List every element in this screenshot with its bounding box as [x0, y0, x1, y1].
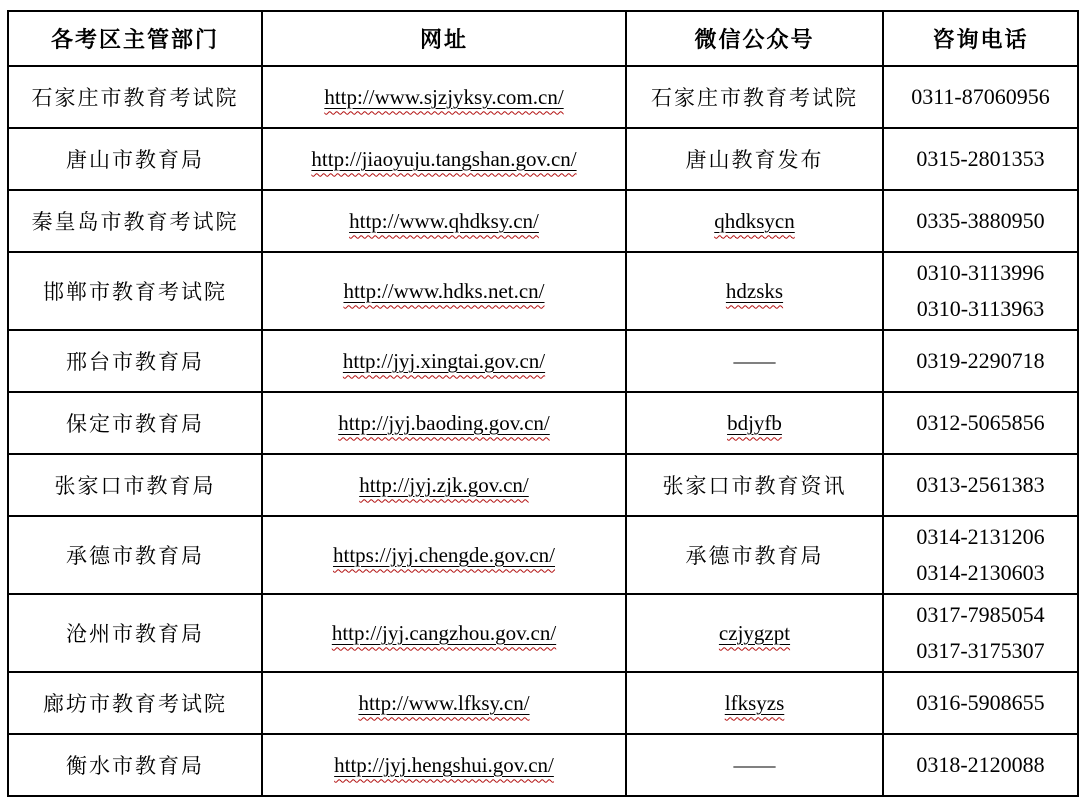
- website-link[interactable]: [359, 473, 529, 497]
- table-row: [8, 594, 1078, 672]
- table-body: [8, 66, 1078, 796]
- wechat-name-text: 唐山教育发布: [685, 148, 824, 172]
- wechat-cell: [626, 516, 883, 594]
- header-wechat-account: 微信公众号: [626, 11, 883, 66]
- phone-cell: [883, 392, 1078, 454]
- website-cell: [262, 454, 626, 516]
- header-website: 网址: [262, 11, 626, 66]
- department-cell: 石家庄市教育考试院: [8, 66, 262, 128]
- website-url-text: http://www.lfksy.cn/: [358, 690, 530, 715]
- phone-number: 0318-2120088: [916, 752, 1045, 777]
- phone-cell: [883, 66, 1078, 128]
- website-link[interactable]: [343, 349, 545, 373]
- wechat-cell: [626, 672, 883, 734]
- website-link[interactable]: [332, 621, 556, 645]
- phone-cell: [883, 734, 1078, 796]
- website-url-text: http://jyj.baoding.gov.cn/: [338, 410, 550, 435]
- header-department: 各考区主管部门: [8, 11, 262, 66]
- website-cell: [262, 392, 626, 454]
- phone-number: 0310-3113996: [916, 260, 1045, 285]
- website-url-text: http://www.sjzjyksy.com.cn/: [324, 84, 564, 109]
- department-cell: 邯郸市教育考试院: [8, 252, 262, 330]
- phone-cell: [883, 330, 1078, 392]
- wechat-id-link[interactable]: [725, 691, 785, 715]
- wechat-cell: [626, 128, 883, 190]
- wechat-cell: [626, 190, 883, 252]
- table-row: [8, 516, 1078, 594]
- phone-cell: [883, 190, 1078, 252]
- wechat-id-link[interactable]: [727, 411, 782, 435]
- wechat-id-link[interactable]: [714, 209, 795, 233]
- table-row: [8, 330, 1078, 392]
- wechat-id-text: czjygzpt: [718, 620, 791, 645]
- phone-number: 0315-2801353: [916, 146, 1045, 171]
- wechat-cell: [626, 330, 883, 392]
- website-cell: [262, 190, 626, 252]
- website-cell: [262, 672, 626, 734]
- website-link[interactable]: [338, 411, 550, 435]
- website-link[interactable]: [343, 279, 544, 303]
- wechat-id-link[interactable]: [719, 621, 790, 645]
- website-cell: [262, 66, 626, 128]
- table-row: [8, 734, 1078, 796]
- wechat-id-text: hdzsks: [725, 278, 784, 303]
- website-cell: [262, 128, 626, 190]
- exam-area-contact-table: [7, 10, 1079, 797]
- table-row: [8, 672, 1078, 734]
- table-row: [8, 128, 1078, 190]
- department-cell: 保定市教育局: [8, 392, 262, 454]
- website-cell: [262, 594, 626, 672]
- website-link[interactable]: [349, 209, 539, 233]
- phone-number: 0310-3113963: [916, 296, 1045, 321]
- website-url-text: http://jyj.hengshui.gov.cn/: [334, 752, 554, 777]
- website-url-text: http://jyj.cangzhou.gov.cn/: [331, 620, 557, 645]
- phone-number: 0311-87060956: [911, 84, 1050, 109]
- website-url-text: https://jyj.chengde.gov.cn/: [332, 542, 556, 567]
- department-cell: 衡水市教育局: [8, 734, 262, 796]
- phone-cell: [883, 454, 1078, 516]
- wechat-cell: [626, 252, 883, 330]
- header-row: [8, 11, 1078, 66]
- phone-number: 0316-5908655: [916, 690, 1045, 715]
- website-link[interactable]: [358, 691, 529, 715]
- table-row: [8, 454, 1078, 516]
- header-phone: 咨询电话: [883, 11, 1078, 66]
- wechat-id-text: qhdksycn: [714, 208, 795, 233]
- phone-cell: [883, 672, 1078, 734]
- wechat-id-text: lfksyzs: [724, 690, 785, 715]
- website-url-text: http://jyj.xingtai.gov.cn/: [342, 348, 546, 373]
- phone-number: 0319-2290718: [916, 348, 1045, 373]
- wechat-name-text: 石家庄市教育考试院: [651, 86, 858, 110]
- table-row: [8, 392, 1078, 454]
- table-row: [8, 190, 1078, 252]
- table-row: [8, 252, 1078, 330]
- department-cell: 廊坊市教育考试院: [8, 672, 262, 734]
- wechat-cell: [626, 66, 883, 128]
- website-url-text: http://www.qhdksy.cn/: [349, 208, 539, 233]
- wechat-cell: [626, 734, 883, 796]
- department-cell: 承德市教育局: [8, 516, 262, 594]
- wechat-name-text: 张家口市教育资讯: [662, 474, 847, 498]
- wechat-id-text: bdjyfb: [727, 410, 782, 435]
- website-url-text: http://www.hdks.net.cn/: [343, 278, 545, 303]
- department-cell: 邢台市教育局: [8, 330, 262, 392]
- department-cell: 沧州市教育局: [8, 594, 262, 672]
- department-cell: 张家口市教育局: [8, 454, 262, 516]
- phone-number: 0314-2131206: [916, 524, 1045, 549]
- phone-number: 0312-5065856: [916, 410, 1045, 435]
- wechat-name-text: 承德市教育局: [685, 544, 824, 568]
- website-link[interactable]: [334, 753, 554, 777]
- department-cell: 唐山市教育局: [8, 128, 262, 190]
- phone-cell: [883, 594, 1078, 672]
- phone-number: 0313-2561383: [916, 472, 1045, 497]
- phone-number: 0335-3880950: [916, 208, 1045, 233]
- phone-number: 0314-2130603: [916, 560, 1045, 585]
- phone-number: 0317-3175307: [916, 638, 1045, 663]
- website-url-text: http://jyj.zjk.gov.cn/: [359, 472, 529, 497]
- phone-cell: [883, 128, 1078, 190]
- wechat-cell: [626, 392, 883, 454]
- website-cell: [262, 516, 626, 594]
- website-link[interactable]: [333, 543, 555, 567]
- phone-number: 0317-7985054: [916, 602, 1045, 627]
- wechat-cell: [626, 454, 883, 516]
- no-wechat-dash: ——: [733, 348, 776, 373]
- website-cell: [262, 330, 626, 392]
- no-wechat-dash: ——: [733, 752, 776, 777]
- website-cell: [262, 734, 626, 796]
- website-link[interactable]: [311, 147, 576, 171]
- phone-cell: [883, 516, 1078, 594]
- website-link[interactable]: [324, 85, 563, 109]
- phone-cell: [883, 252, 1078, 330]
- wechat-id-link[interactable]: [726, 279, 783, 303]
- wechat-cell: [626, 594, 883, 672]
- department-cell: 秦皇岛市教育考试院: [8, 190, 262, 252]
- website-cell: [262, 252, 626, 330]
- table-row: [8, 66, 1078, 128]
- website-url-text: http://jiaoyuju.tangshan.gov.cn/: [311, 146, 577, 171]
